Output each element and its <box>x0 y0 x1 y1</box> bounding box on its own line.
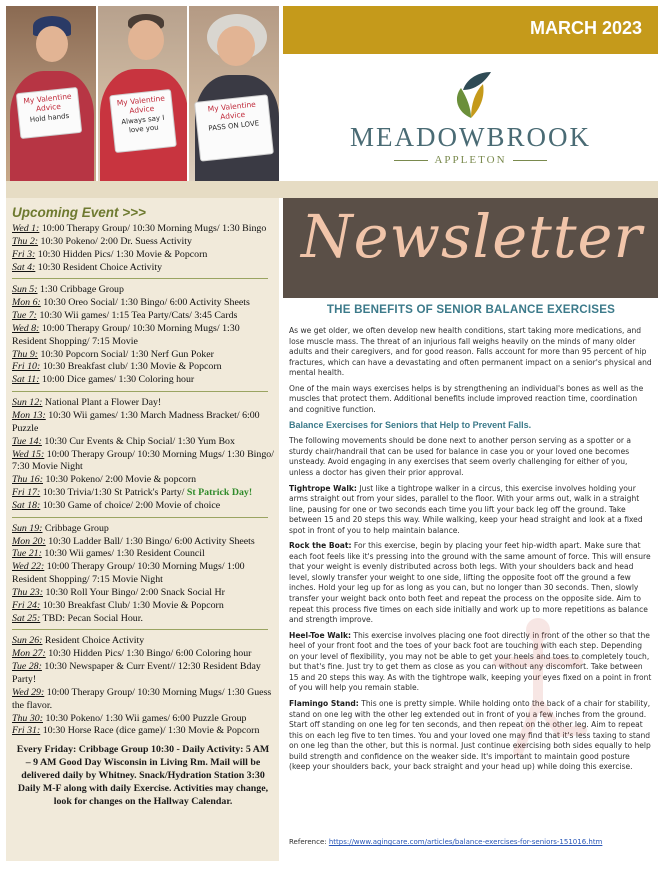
event-details: 10:30 Roll Your Bingo/ 2:00 Snack Social Hr <box>43 586 225 598</box>
event-details: 1:30 Cribbage Group <box>37 284 124 296</box>
reference-link[interactable]: https://www.agingcare.com/articles/balance-exercises-for-seniors-151016.htm <box>328 838 603 846</box>
event-details: 10:30 Wii games/ 1:30 Resident Council <box>41 548 205 560</box>
valentine-sign-1: My Valentine Advice Hold hands <box>16 87 82 139</box>
exercise-paragraph <box>289 484 653 537</box>
event-details: 10:30 Ladder Ball/ 1:30 Bingo/ 6:00 Activity Sheets <box>45 535 255 547</box>
event-date: Sun 5: <box>12 284 38 296</box>
event-details: 10:30 Trivia/1:30 St Patrick's Party/ <box>40 487 187 499</box>
event-row <box>12 561 274 587</box>
exercise-paragraph <box>289 631 653 694</box>
holiday-highlight: St Patrick Day! <box>186 487 253 499</box>
event-date: Sat 18: <box>12 499 41 511</box>
event-date: Tue 14: <box>12 435 42 447</box>
event-details: 10:30 Wii games/ 1:30 March Madness Bracket/ 6:00 Puzzle <box>12 409 260 434</box>
photo-resident-3 <box>189 6 279 181</box>
valentine-sign-2: My Valentine Advice Always say I love you <box>109 89 177 153</box>
exercise-text: Just like a tightrope walker in a circus, this exercise involves holding your arms straight out from your sides, parallel to the floor. With your arms out, walk in a straight line, pausing for one or two seconds each time you lift your back leg off the ground. Take between 15 and 20 steps this way. While walking, keep your head straight and look at a fixed spot in front of you to help maintain balance. <box>289 483 643 535</box>
event-date: Tue 21: <box>12 548 42 560</box>
leaf-logo-icon <box>441 68 499 122</box>
event-date: Mon 13: <box>12 409 46 421</box>
article-intro-paragraph: One of the main ways exercises helps is by strengthening an individual's bones as well as the muscles that protect them. Additional benefits include improved reaction time, coordination and cognitive function. <box>289 383 644 414</box>
event-row <box>12 613 274 626</box>
event-date: Thu 2: <box>12 235 39 247</box>
event-row <box>12 523 274 536</box>
event-details: 10:30 Resident Choice Activity <box>35 261 163 273</box>
event-date: Mon 20: <box>12 535 46 547</box>
event-date: Sat 11: <box>12 374 40 386</box>
event-details: TBD: Pecan Social Hour. <box>40 612 143 624</box>
newsletter-banner <box>283 198 658 298</box>
exercise-name: Tightrope Walk: <box>289 483 357 493</box>
event-date: Sat 25: <box>12 612 41 624</box>
event-date: Sun 26: <box>12 635 43 647</box>
event-row <box>12 687 274 713</box>
event-row <box>12 587 274 600</box>
event-details: 10:00 Therapy Group/ 10:30 Morning Mugs/ 1:30 Guess the flavor. <box>12 686 272 711</box>
event-date: Tue 28: <box>12 661 42 673</box>
event-date: Wed 22: <box>12 561 45 573</box>
article-lead-paragraph: The following movements should be done next to another person serving as a spotter or a sturdy chair/handrail that can be used for balance in case you or your loved one becomes unsteady. Avoid engaging in any exercises that seem overly challenging for either of you, unless a doctor has given their prior approval. <box>289 436 631 478</box>
event-row <box>12 374 274 387</box>
event-date: Fri 3: <box>12 248 36 260</box>
event-row <box>12 349 274 362</box>
event-details: 10:30 Horse Race (dice game)/ 1:30 Movie & Popcorn <box>40 725 260 737</box>
exercise-list <box>289 484 653 773</box>
event-row <box>12 223 274 236</box>
event-row <box>12 548 274 561</box>
photo-resident-1 <box>6 6 96 181</box>
event-date: Wed 29: <box>12 686 45 698</box>
exercise-name: Flamingo Stand: <box>289 698 359 708</box>
event-date: Mon 27: <box>12 648 46 660</box>
event-group-separator <box>12 629 268 630</box>
article-title: THE BENEFITS OF SENIOR BALANCE EXERCISES <box>326 303 616 316</box>
event-date: Sun 19: <box>12 522 43 534</box>
event-group-separator <box>12 391 268 392</box>
exercise-text: For this exercise, begin by placing your feet hip-width apart. Make sure that each foot feels like it's pressing into the ground with the same amount of force. This will ensure that your weight is evenly distributed across both legs. With your shoulders back and head level, slowly transfer your weight to one side, lifting the opposite foot off the ground a few inches. Hold your leg up for as long as you can, but no longer than 30 seconds. Then, slowly transfer your weight back onto both feet and repeat the process on the opposite side. Aim to repeat this process five times on each side initially and work up to more repetitions as balance and strength improve. <box>289 541 651 625</box>
event-date: Fri 10: <box>12 361 41 373</box>
event-row <box>12 487 274 500</box>
event-details: 10:30 Wii games/ 1:15 Tea Party/Cats/ 3:45 Cards <box>36 310 238 322</box>
exercise-paragraph <box>289 699 653 773</box>
event-row <box>12 361 274 374</box>
event-group-separator <box>12 278 268 279</box>
event-row <box>12 474 274 487</box>
event-date: Sun 12: <box>12 397 43 409</box>
event-details: 10:00 Dice games/ 1:30 Coloring hour <box>39 374 195 386</box>
exercise-name: Heel-Toe Walk: <box>289 630 352 640</box>
event-details: 10:30 Breakfast club/ 1:30 Movie & Popcorn <box>40 361 222 373</box>
event-row <box>12 262 274 275</box>
event-date: Thu 23: <box>12 586 43 598</box>
events-title: Upcoming Event >>> <box>12 205 146 220</box>
exercise-text: This one is pretty simple. While holding onto the back of a chair for stability, stand on one leg with the other leg extended out in front of you a few inches from the ground. Start off standing on one leg for ten seconds, and then repeat on the other leg. Aim to repeat this on each leg five to ten times. You and your loved one may find that it's less taxing to stand on one leg than the other, but this is normal. Just continue exercising both sides equally to help build strength and confidence on the weaker side. It's important to maintain good posture (keep your shoulders back, your back straight and your head up) while doing this exercise. <box>289 698 651 772</box>
exercise-text: This exercise involves placing one foot directly in front of the other so that the heel of your front foot and the toes of your back foot are touching with each step. Depending on your level of flexibility, you may not be able to get your heels and toes to completely touch, but that's fine. Just try to get them as close as you can without any discomfort. Take between 15 and 20 steps this way. As with the tightrope walk, keeping your eyes fixed on a point in front of you will help you remain stable. <box>289 630 652 693</box>
event-row <box>12 635 274 648</box>
event-row <box>12 600 274 613</box>
event-details: National Plant a Flower Day! <box>42 397 162 409</box>
event-row <box>12 713 274 726</box>
event-details: 10:00 Therapy Group/ 10:30 Morning Mugs/ 1:30 Bingo <box>39 223 267 234</box>
article-reference: Reference: https://www.agingcare.com/articles/balance-exercises-for-seniors-151016.htm <box>289 838 603 846</box>
event-date: Thu 9: <box>12 348 39 360</box>
event-row <box>12 236 274 249</box>
event-details: 10:30 Popcorn Social/ 1:30 Nerf Gun Poker <box>38 348 214 360</box>
event-row <box>12 536 274 549</box>
event-date: Fri 24: <box>12 599 41 611</box>
event-date: Fri 31: <box>12 725 41 737</box>
event-row <box>12 410 274 436</box>
event-row <box>12 323 274 349</box>
event-details: 10:30 Pokeno/ 1:30 Wii games/ 6:00 Puzzle Group <box>43 712 247 724</box>
event-details: 10:00 Therapy Group/ 10:30 Morning Mugs/ 1:30 Resident Shopping/ 7:15 Movie <box>12 322 240 347</box>
event-details: 10:30 Newspaper & Curr Event// 12:30 Resident Bday Party! <box>12 661 261 685</box>
event-details: Resident Choice Activity <box>42 635 145 647</box>
event-details: 10:30 Breakfast Club/ 1:30 Movie & Popcorn <box>40 599 224 611</box>
event-row <box>12 648 274 661</box>
valentine-sign-3: My Valentine Advice PASS ON LOVE <box>194 94 274 161</box>
date-bar <box>283 6 658 54</box>
event-date: Thu 30: <box>12 712 43 724</box>
event-row <box>12 449 274 475</box>
event-row <box>12 397 274 410</box>
header-photos <box>6 6 279 181</box>
photo-resident-2 <box>98 6 188 181</box>
article-intro-paragraph: As we get older, we often develop new health conditions, start taking more medications, and lose muscle mass. The threat of an injurious fall weighs heavily on the minds of many older adults and their caregivers, and for good reason. Falls account for more than 95 percent of hip fractures, which can have a devastating and often permanent impact on a senior's physical and mental health. <box>289 326 652 378</box>
event-date: Sat 4: <box>12 261 36 273</box>
event-row <box>12 500 274 513</box>
event-row <box>12 436 274 449</box>
exercise-name: Rock the Boat: <box>289 541 352 551</box>
event-details: 10:00 Therapy Group/ 10:30 Morning Mugs/ 1:30 Bingo/ 7:30 Movie Night <box>12 448 274 473</box>
event-date: Tue 7: <box>12 310 37 322</box>
event-details: 10:30 Pokeno/ 2:00 Dr. Suess Activity <box>38 235 192 247</box>
newsletter-title: Newsletter <box>301 202 643 271</box>
logo-name: MEADOWBROOK <box>350 122 591 152</box>
event-row <box>12 310 274 323</box>
event-row <box>12 725 274 738</box>
article-subtitle: Balance Exercises for Seniors that Help to Prevent Falls. <box>289 420 532 431</box>
event-list <box>12 223 274 738</box>
event-date: Wed 1: <box>12 223 40 234</box>
event-group-separator <box>12 517 268 518</box>
upcoming-events-panel <box>6 198 279 861</box>
issue-date: MARCH 2023 <box>529 18 642 38</box>
event-row <box>12 284 274 297</box>
event-details: 10:30 Oreo Social/ 1:30 Bingo/ 6:00 Activity Sheets <box>40 297 250 309</box>
event-row <box>12 661 274 687</box>
event-date: Thu 16: <box>12 474 43 486</box>
event-details: 10:30 Game of choice/ 2:00 Movie of choice <box>40 499 221 511</box>
event-details: 10:30 Hidden Pics/ 1:30 Movie & Popcorn <box>35 248 208 260</box>
event-date: Wed 15: <box>12 448 45 460</box>
event-date: Mon 6: <box>12 297 41 309</box>
event-date: Wed 8: <box>12 322 40 334</box>
event-details: 10:00 Therapy Group/ 10:30 Morning Mugs/ 1:00 Resident Shopping/ 7:15 Movie Night <box>12 561 245 586</box>
exercise-paragraph <box>289 541 653 625</box>
event-row <box>12 297 274 310</box>
header-divider <box>6 181 658 198</box>
event-date: Fri 17: <box>12 487 41 499</box>
event-details: 10:30 Cur Events & Chip Social/ 1:30 Yum Box <box>41 435 235 447</box>
event-details: 10:30 Pokeno/ 2:00 Movie & popcorn <box>43 474 197 486</box>
event-details: 10:30 Hidden Pics/ 1:30 Bingo/ 6:00 Coloring hour <box>45 648 252 660</box>
event-details: Cribbage Group <box>42 522 109 534</box>
logo-location: APPLETON <box>283 154 658 166</box>
event-row <box>12 249 274 262</box>
article <box>289 303 653 863</box>
meadowbrook-logo <box>283 60 658 180</box>
events-footer-note: Every Friday: Cribbage Group 10:30 - Daily Activity: 5 AM – 9 AM Good Day Wisconsin in Living Rm. Mail will be delivered daily by Whitney. Snack/Hydration Station 3:30 Daily M-F along with daily Exercise. Activities may change, look for changes on the Hallway Calendar. <box>16 744 270 808</box>
